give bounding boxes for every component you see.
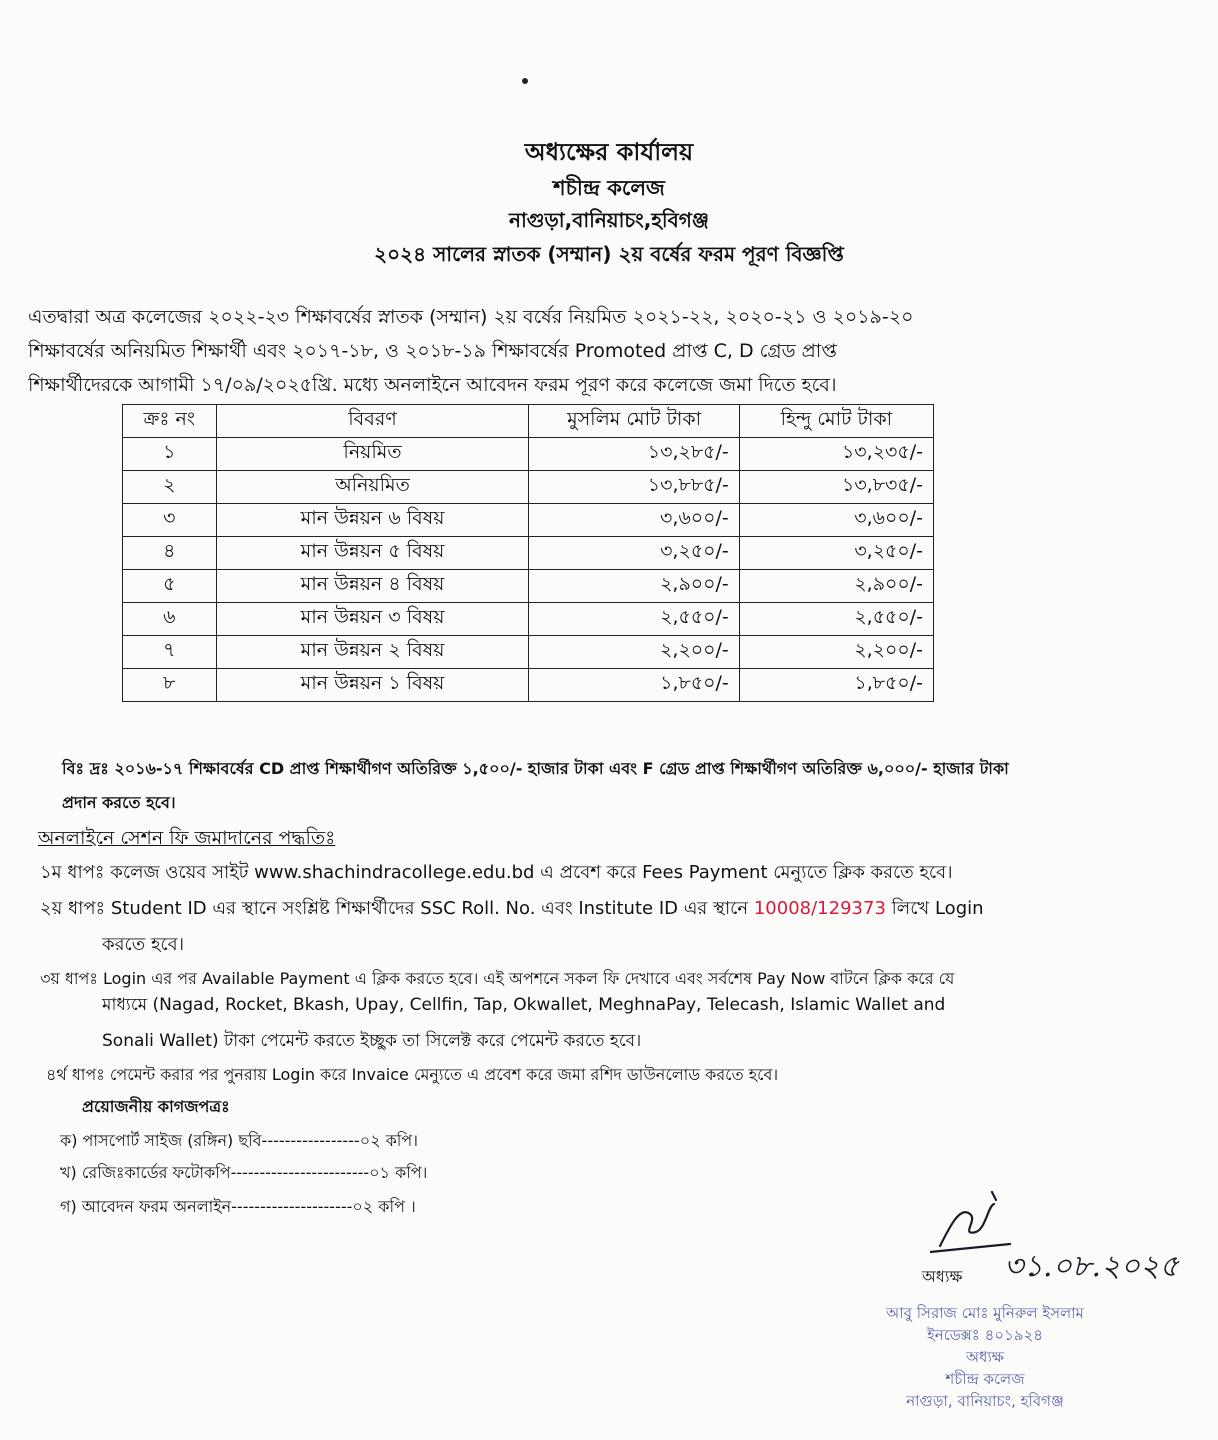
cell-description: মান উন্নয়ন ৫ বিষয় bbox=[216, 537, 529, 570]
table-row bbox=[123, 603, 934, 636]
cell-serial: ১ bbox=[123, 438, 217, 471]
cell-description: মান উন্নয়ন ২ বিষয় bbox=[216, 636, 529, 669]
cell-description: অনিয়মিত bbox=[216, 471, 529, 504]
cell-muslim: ১৩,৮৮৫/- bbox=[529, 471, 739, 504]
cell-serial: ৩ bbox=[123, 504, 217, 537]
cell-serial: ২ bbox=[123, 471, 217, 504]
institute-id-highlight: 10008/129373 bbox=[753, 898, 886, 919]
cell-serial: ৬ bbox=[123, 603, 217, 636]
table-row bbox=[123, 537, 934, 570]
stamp-index: ইনডেক্সঃ ৪০১৯২৪ bbox=[926, 1326, 1044, 1344]
payment-step-3: ৩য় ধাপঃ Login এর পর Available Payment এ ক্লিক করতে হবে। এই অপশনে সকল ফি দেখাবে এবং সর্বশেষ Pay Now বাটনে ক্লিক করে যে bbox=[40, 969, 955, 988]
cell-description: নিয়মিত bbox=[216, 438, 529, 471]
cell-muslim: ২,৫৫০/- bbox=[529, 603, 739, 636]
cell-hindu: ১৩,২৩৫/- bbox=[739, 438, 933, 471]
col-hindu-total: হিন্দু মোট টাকা bbox=[739, 405, 933, 438]
payment-step-2-cont: করতে হবে। bbox=[102, 934, 185, 955]
principal-stamp bbox=[870, 1302, 1100, 1412]
document-item: গ) আবেদন ফরম অনলাইন---------------------০২ কপি । bbox=[60, 1197, 416, 1216]
table-row bbox=[123, 570, 934, 603]
stamp-position: অধ্যক্ষ bbox=[966, 1348, 1004, 1366]
cell-hindu: ১৩,৮৩৫/- bbox=[739, 471, 933, 504]
stamp-name: আবু সিরাজ মোঃ মুনিরুল ইসলাম bbox=[886, 1304, 1084, 1322]
cell-hindu: ২,৯০০/- bbox=[739, 570, 933, 603]
cell-description: মান উন্নয়ন ৪ বিষয় bbox=[216, 570, 529, 603]
cell-hindu: ২,৫৫০/- bbox=[739, 603, 933, 636]
stamp-address: নাগুড়া, বানিয়াচং, হবিগঞ্জ bbox=[906, 1392, 1064, 1410]
cell-hindu: ৩,৬০০/- bbox=[739, 504, 933, 537]
step-2-text-end: লিখে Login bbox=[885, 898, 984, 919]
office-heading: অধ্যক্ষের কার্যালয় bbox=[524, 138, 694, 166]
document-item: খ) রেজিঃকার্ডের ফটোকপি------------------------০১ কপি। bbox=[60, 1163, 428, 1182]
cell-description: মান উন্নয়ন ৬ বিষয় bbox=[216, 504, 529, 537]
table-row bbox=[123, 504, 934, 537]
payment-step-3-cont-2: Sonali Wallet) টাকা পেমেন্ট করতে ইচ্ছুক তা সিলেক্ট করে পেমেন্ট করতে হবে। bbox=[102, 1031, 642, 1051]
cell-muslim: ১৩,২৮৫/- bbox=[529, 438, 739, 471]
signature-title: অধ্যক্ষ bbox=[922, 1267, 963, 1286]
payment-step-4: ৪র্থ ধাপঃ পেমেন্ট করার পর পুনরায় Login করে Invaice মেন্যুতে এ প্রবেশ করে জমা রশিদ ডাউনলোড করতে হবে। bbox=[46, 1065, 779, 1084]
cell-description: মান উন্নয়ন ১ বিষয় bbox=[216, 669, 529, 702]
table-row bbox=[123, 636, 934, 669]
cell-muslim: ২,৯০০/- bbox=[529, 570, 739, 603]
fee-table-header bbox=[123, 405, 934, 438]
stamp-college: শচীন্দ্র কলেজ bbox=[945, 1370, 1025, 1388]
cell-hindu: ৩,২৫০/- bbox=[739, 537, 933, 570]
intro-line: শিক্ষার্থীদেরকে আগামী ১৭/০৯/২০২৫খ্রি. মধ্যে অনলাইনে আবেদন ফরম পূরণ করে কলেজে জমা দিতে হবে। bbox=[28, 374, 837, 396]
cell-description: মান উন্নয়ন ৩ বিষয় bbox=[216, 603, 529, 636]
cell-muslim: ১,৮৫০/- bbox=[529, 669, 739, 702]
college-name: শচীন্দ্র কলেজ bbox=[553, 176, 665, 200]
payment-step-3-cont: মাধ্যমে (Nagad, Rocket, Bkash, Upay, Cellfin, Tap, Okwallet, MeghnaPay, Telecash, Islamic Wallet and bbox=[102, 995, 946, 1015]
cell-muslim: ৩,৬০০/- bbox=[529, 504, 739, 537]
col-serial: ক্রঃ নং bbox=[123, 405, 217, 438]
table-row bbox=[123, 438, 934, 471]
cell-serial: ৫ bbox=[123, 570, 217, 603]
fee-table bbox=[122, 404, 934, 702]
intro-line: শিক্ষাবর্ষের অনিয়মিত শিক্ষার্থী এবং ২০১৭-১৮, ও ২০১৮-১৯ শিক্ষাবর্ষের Promoted প্রাপ্ত C, D গ্রেড প্রাপ্ত bbox=[28, 340, 837, 362]
documents-title: প্রয়োজনীয় কাগজপত্রঃ bbox=[82, 1097, 230, 1116]
cell-serial: ৭ bbox=[123, 636, 217, 669]
document-item: ক) পাসপোর্ট সাইজ (রঙ্গিন) ছবি-----------------০২ কপি। bbox=[60, 1131, 418, 1150]
signature-date: ৩১.০৮.২০২৫ bbox=[1004, 1249, 1180, 1284]
cell-muslim: ২,২০০/- bbox=[529, 636, 739, 669]
cell-serial: ৪ bbox=[123, 537, 217, 570]
special-note bbox=[62, 752, 1082, 820]
step-2-text: ২য় ধাপঃ Student ID এর স্থানে সংশ্লিষ্ট শিক্ষার্থীদের SSC Roll. No. এবং Institute ID এর স্থানে bbox=[40, 898, 754, 919]
notice-title: ২০২৪ সালের স্নাতক (সম্মান) ২য় বর্ষের ফরম পূরণ বিজ্ঞপ্তি bbox=[374, 242, 844, 266]
col-description: বিবরণ bbox=[216, 405, 529, 438]
note-line: বিঃ দ্রঃ ২০১৬-১৭ শিক্ষাবর্ষের CD প্রাপ্ত শিক্ষার্থীগণ অতিরিক্ত ১,৫০০/- হাজার টাকা এবং F গ্রেড প্রাপ্ত শিক্ষার্থীগণ অতিরিক্ত ৬,০০০/- হাজার টাকা bbox=[62, 759, 1009, 778]
note-line: প্রদান করতে হবে। bbox=[62, 793, 176, 812]
intro-paragraph bbox=[28, 300, 1073, 402]
col-muslim-total: মুসলিম মোট টাকা bbox=[529, 405, 739, 438]
table-row bbox=[123, 669, 934, 702]
ink-dot bbox=[522, 78, 528, 84]
payment-section-title: অনলাইনে সেশন ফি জমাদানের পদ্ধতিঃ bbox=[38, 827, 336, 849]
college-address: নাগুড়া,বানিয়াচং,হবিগঞ্জ bbox=[509, 208, 709, 232]
intro-line: এতদ্বারা অত্র কলেজের ২০২২-২৩ শিক্ষাবর্ষের স্নাতক (সম্মান) ২য় বর্ষের নিয়মিত ২০২১-২২, ২০২০-২১ ও ২০১৯-২০ bbox=[28, 306, 914, 328]
cell-muslim: ৩,২৫০/- bbox=[529, 537, 739, 570]
payment-step-1: ১ম ধাপঃ কলেজ ওয়েব সাইট www.shachindracollege.edu.bd এ প্রবেশ করে Fees Payment মেন্যুতে ক্লিক করতে হবে। bbox=[40, 862, 953, 883]
table-row bbox=[123, 471, 934, 504]
cell-hindu: ১,৮৫০/- bbox=[739, 669, 933, 702]
cell-serial: ৮ bbox=[123, 669, 217, 702]
payment-step-2 bbox=[40, 892, 984, 926]
cell-hindu: ২,২০০/- bbox=[739, 636, 933, 669]
